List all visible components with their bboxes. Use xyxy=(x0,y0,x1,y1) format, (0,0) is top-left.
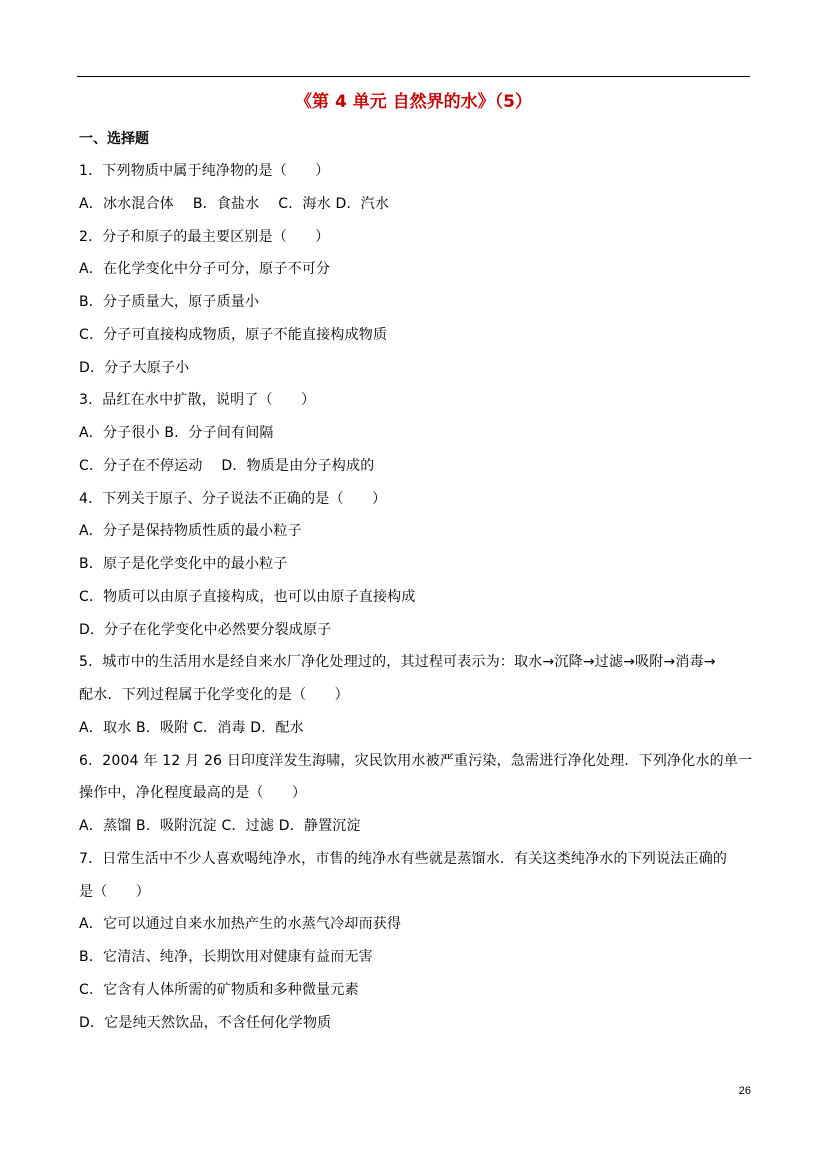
text-line: C．它含有人体所需的矿物质和多种微量元素 xyxy=(79,981,359,998)
text-line: C．分子可直接构成物质，原子不能直接构成物质 xyxy=(79,326,388,343)
page-number: 26 xyxy=(738,1085,751,1097)
text-line: B．它清洁、纯净，长期饮用对健康有益而无害 xyxy=(79,949,373,965)
text-line: 4．下列关于原子、分子说法不正确的是（ ） xyxy=(79,490,387,507)
text-line: D．分子在化学变化中必然要分裂成原子 xyxy=(79,621,332,638)
text-line: A．蒸馏 B．吸附沉淀 C．过滤 D．静置沉淀 xyxy=(79,818,361,834)
text-line: A．取水 B．吸附 C．消毒 D．配水 xyxy=(79,719,304,736)
text-line: 1．下列物质中属于纯净物的是（ ） xyxy=(79,163,330,179)
text-line: 操作中，净化程度最高的是（ ） xyxy=(79,785,307,802)
text-line: A．冰水混合体 B．食盐水 C．海水 D．汽水 xyxy=(79,195,390,212)
text-line: 7．日常生活中不少人喜欢喝纯净水，市售的纯净水有些就是蒸馏水．有关这类纯净水的下列说法正确的 xyxy=(79,850,728,867)
text-line: C．物质可以由原子直接构成，也可以由原子直接构成 xyxy=(79,588,416,605)
text-line: C．分子在不停运动 D．物质是由分子构成的 xyxy=(79,457,375,474)
text-line: 5．城市中的生活用水是经自来水厂净化处理过的，其过程可表示为：取水→沉降→过滤→吸附→消毒→ xyxy=(79,654,716,671)
text-line: A．它可以通过自来水加热产生的水蒸气冷却而获得 xyxy=(79,916,402,933)
text-line: B．分子质量大，原子质量小 xyxy=(79,294,260,310)
section-heading: 一、选择题 xyxy=(79,131,149,147)
text-line: A．分子是保持物质性质的最小粒子 xyxy=(79,523,302,540)
header-rule xyxy=(77,76,750,77)
text-line: A．在化学变化中分子可分，原子不可分 xyxy=(79,261,331,278)
text-line: 是（ ） xyxy=(79,883,150,900)
text-line: A．分子很小 B．分子间有间隔 xyxy=(79,425,274,441)
text-line: B．原子是化学变化中的最小粒子 xyxy=(79,556,288,572)
text-line: 2．分子和原子的最主要区别是（ ） xyxy=(79,228,330,245)
text-line: 3．品红在水中扩散，说明了（ ） xyxy=(79,392,316,409)
text-line: D．分子大原子小 xyxy=(79,359,190,376)
text-line: 6．2004 年 12 月 26 日印度洋发生海啸，灾民饮用水被严重污染，急需进行净化处理．下列净化水的单一 xyxy=(79,752,753,769)
document-title: 《第 4 单元 自然界的水》（5） xyxy=(295,92,532,112)
text-line: D．它是纯天然饮品，不含任何化学物质 xyxy=(79,1014,332,1031)
question-list xyxy=(79,160,751,1044)
text-line: 配水．下列过程属于化学变化的是（ ） xyxy=(79,687,349,703)
